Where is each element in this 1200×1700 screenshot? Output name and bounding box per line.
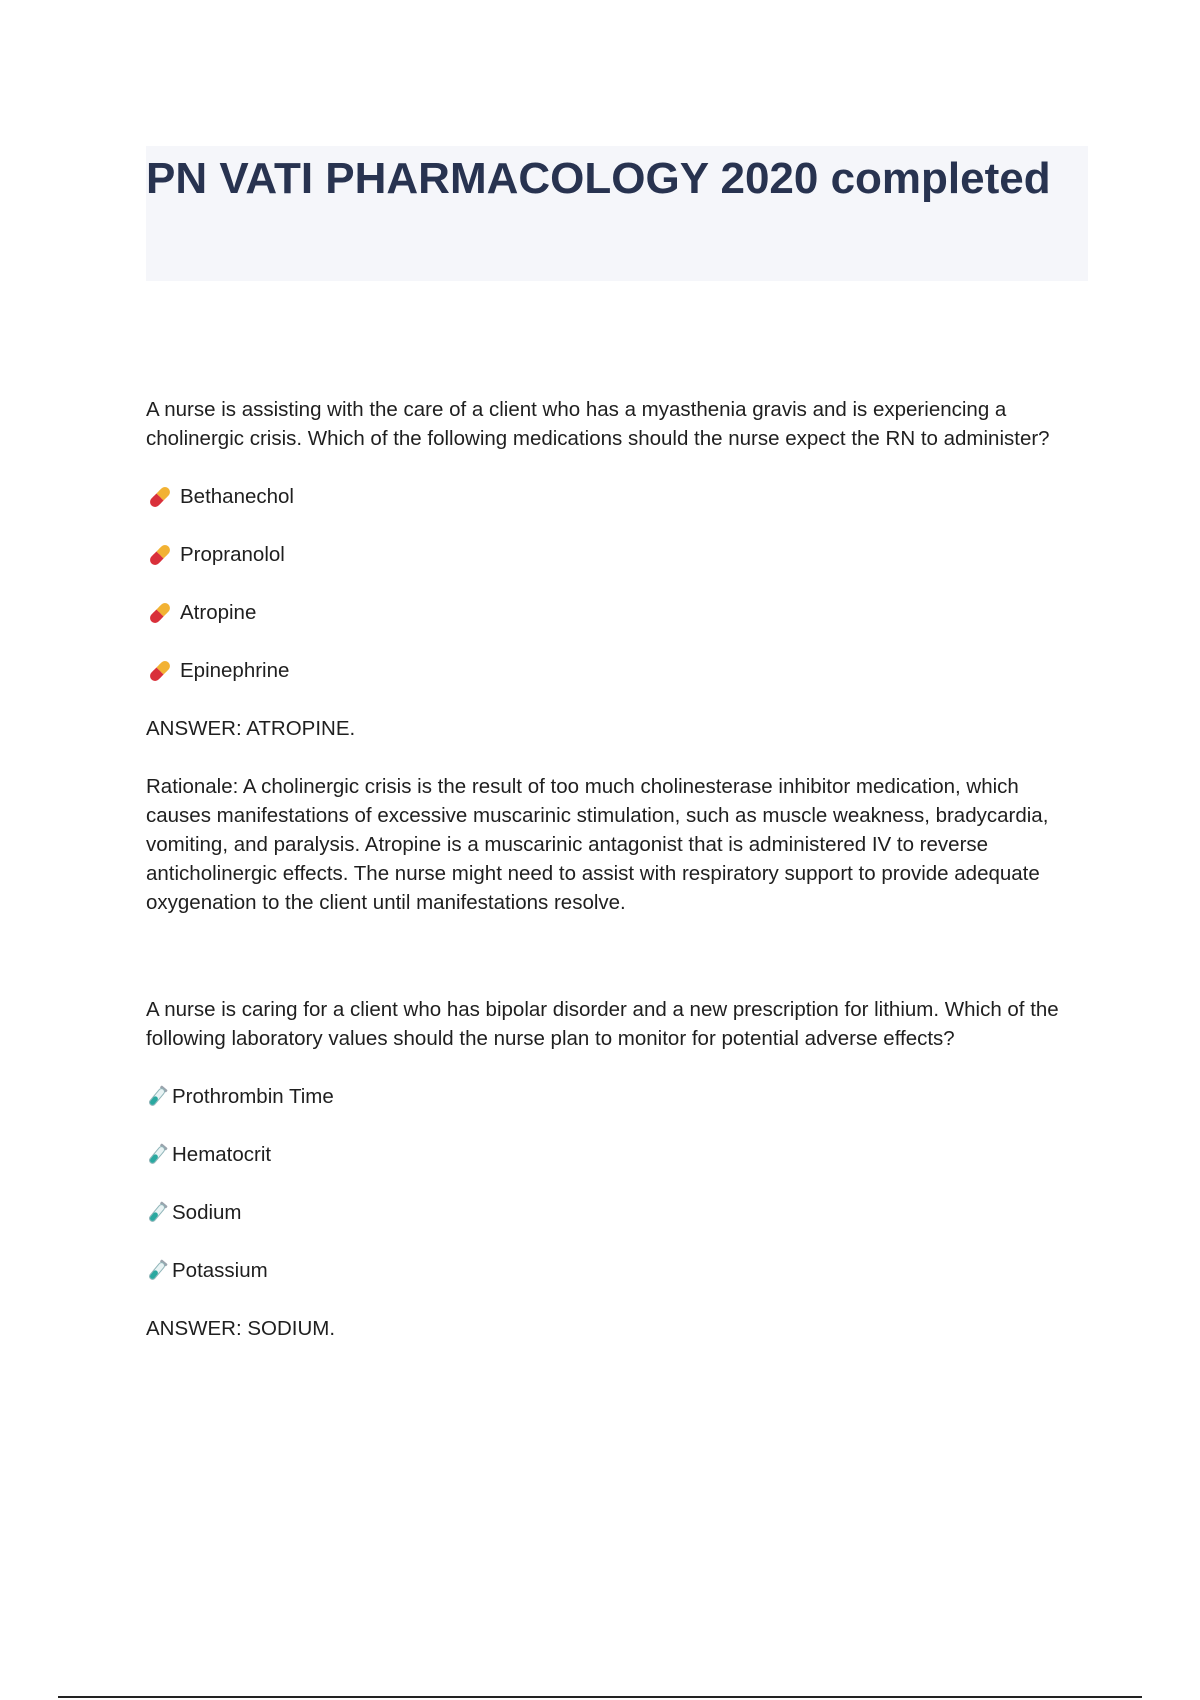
answer-text: ANSWER: ATROPINE.	[146, 717, 356, 740]
answer-option	[146, 1256, 1088, 1285]
rationale-text: Rationale: A cholinergic crisis is the result of too much cholinesterase inhibitor medication, which causes manifestations of excessive muscarinic stimulation, such as muscle weakness, bradycardia, vomiting, and paralysis. Atropine is a muscarinic antagonist that is administered IV to reverse anticholinergic effects. The nurse might need to assist with respiratory support to provide adequate oxygenation to the client until manifestations resolve.	[146, 775, 1049, 914]
test-tube-icon	[146, 1199, 168, 1227]
pill-icon	[146, 541, 174, 569]
question-block-2	[146, 995, 1088, 1343]
option-label: Bethanechol	[180, 485, 294, 508]
test-tube-icon	[146, 1257, 168, 1285]
answer-text: ANSWER: SODIUM.	[146, 1317, 336, 1340]
option-label: Propranolol	[180, 543, 285, 566]
option-label: Prothrombin Time	[172, 1085, 334, 1108]
answer-option	[146, 482, 1088, 511]
test-tube-icon	[146, 1083, 168, 1111]
answer-option	[146, 1140, 1088, 1169]
answer-option	[146, 656, 1088, 685]
title-banner	[146, 146, 1088, 281]
pill-icon	[146, 483, 174, 511]
question-block-1	[146, 395, 1088, 917]
answer-option	[146, 540, 1088, 569]
question-text: A nurse is assisting with the care of a client who has a myasthenia gravis and is experiencing a cholinergic crisis. Which of the following medications should the nurse expect the RN to administer?	[146, 398, 1050, 450]
question-text: A nurse is caring for a client who has bipolar disorder and a new prescription for lithium. Which of the following laboratory values should the nurse plan to monitor for potential adverse effects?	[146, 998, 1059, 1050]
page-footer-divider	[58, 1696, 1142, 1698]
option-label: Hematocrit	[172, 1143, 272, 1166]
option-label: Sodium	[172, 1201, 242, 1224]
document-page	[146, 146, 1088, 1343]
option-label: Atropine	[180, 601, 257, 624]
answer-option	[146, 598, 1088, 627]
pill-icon	[146, 657, 174, 685]
answer-option	[146, 1082, 1088, 1111]
option-label: Epinephrine	[180, 659, 290, 682]
document-title: PN VATI PHARMACOLOGY 2020 completed	[146, 154, 1051, 203]
pill-icon	[146, 599, 174, 627]
option-label: Potassium	[172, 1259, 268, 1282]
test-tube-icon	[146, 1141, 168, 1169]
answer-option	[146, 1198, 1088, 1227]
